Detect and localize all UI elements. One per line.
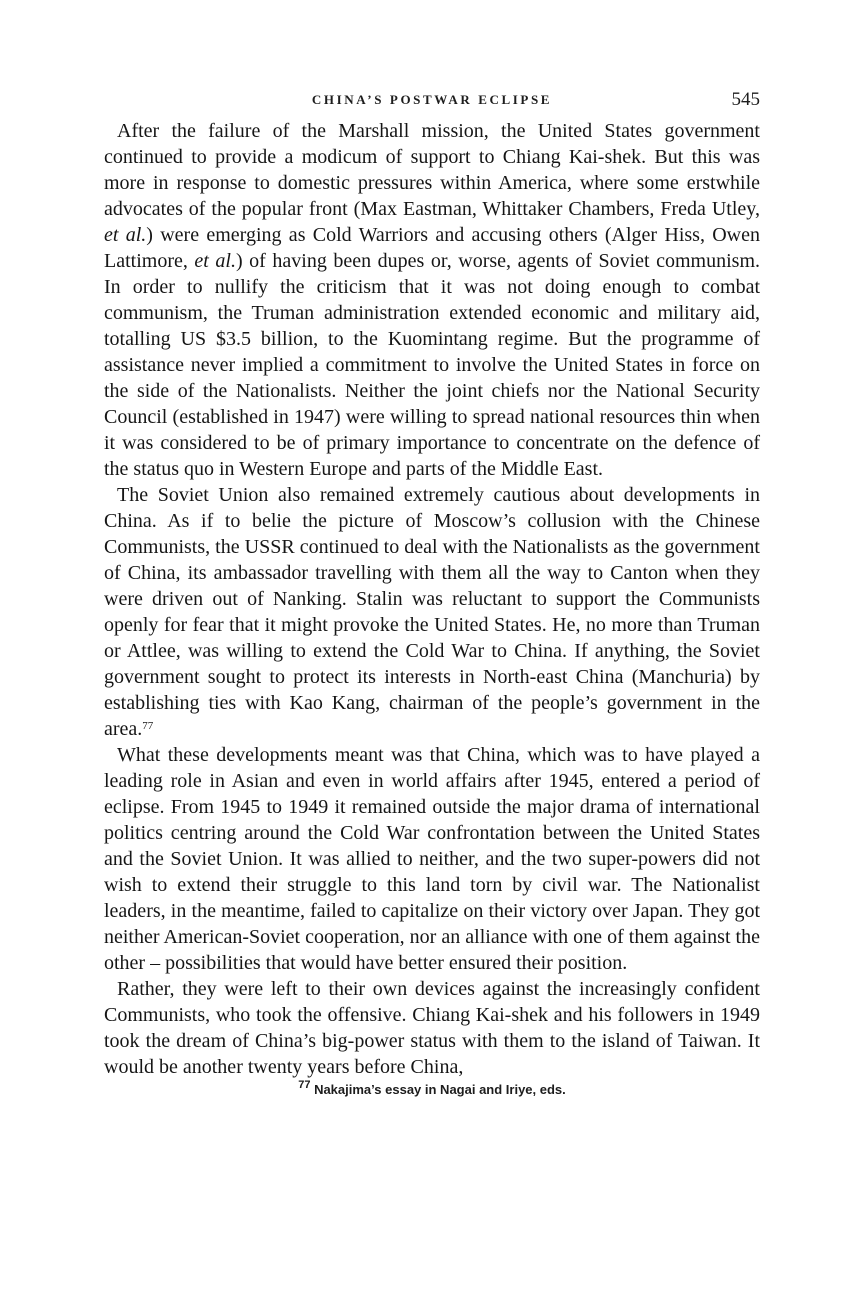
footnote-text: Nakajima’s essay in Nagai and Iriye, eds. (310, 1082, 566, 1097)
paragraph-4 (104, 976, 760, 1080)
paragraph-2 (104, 482, 760, 742)
running-title: CHINA’S POSTWAR ECLIPSE (311, 92, 553, 107)
footnote-reference: 77 (142, 720, 154, 732)
italic-text: et al. (194, 250, 236, 272)
text-run: What these developments meant was that China, which was to have played a leading role in Asian and even in world affairs after 1945, entered a period of eclipse. From 1945 to 1949 it remained outside the major drama of international politics centring around the Cold War confrontation between the United States and the Soviet Union. It was allied to neither, and the two super-powers did not wish to extend their struggle to this land torn by civil war. The Nationalist leaders, in the meantime, failed to capitalize on their victory over Japan. They got neither American-Soviet cooperation, nor an alliance with one of them against the other – possibilities that would have better ensured their position. (104, 744, 760, 974)
page-number: 545 (731, 89, 760, 110)
paragraph-1 (104, 118, 760, 482)
text-run: After the failure of the Marshall mission, the United States government continued to provide a modicum of support to Chiang Kai-shek. But this was more in response to domestic pressures within America, where some erstwhile advocates of the popular front (Max Eastman, Whittaker Chambers, Freda Utley, (104, 120, 760, 220)
footnote-77 (104, 1079, 760, 1097)
italic-text: et al. (104, 224, 147, 246)
text-run: The Soviet Union also remained extremely cautious about developments in China. As if to belie the picture of Moscow’s collusion with the Chinese Communists, the USSR continued to deal with the Nationalists as the government of China, its ambassador travelling with them all the way to Canton when they were driven out of Nanking. Stalin was reluctant to support the Communists openly for fear that it might provoke the United States. He, no more than Truman or Attlee, was willing to extend the Cold War to China. If anything, the Soviet government sought to protect its interests in North-east China (Manchuria) by establishing ties with Kao Kang, chairman of the people’s government in the area. (104, 484, 760, 740)
paragraph-3 (104, 742, 760, 976)
text-run: Rather, they were left to their own devices against the increasingly confident Communists, who took the offensive. Chiang Kai-shek and his followers in 1949 took the dream of China’s big-power status with them to the island of Taiwan. It would be another twenty years before China, (104, 978, 760, 1078)
running-head (104, 84, 760, 118)
text-run: ) were emerging as Cold Warriors and accusing others (Alger Hiss, Owen Lattimore, (104, 224, 760, 272)
footnote-marker: 77 (298, 1079, 311, 1091)
body-text (104, 118, 760, 1080)
text-run: ) of having been dupes or, worse, agents of Soviet communism. In order to nullify the criticism that it was not doing enough to combat communism, the Truman administration extended economic and military aid, totalling US $3.5 billion, to the Kuomintang regime. But the programme of assistance never implied a commitment to involve the United States in force on the side of the Nationalists. Neither the joint chiefs nor the National Security Council (established in 1947) were willing to spread national resources thin when it was considered to be of primary importance to concentrate on the defence of the status quo in Western Europe and parts of the Middle East. (104, 250, 761, 480)
book-page (104, 84, 760, 1097)
